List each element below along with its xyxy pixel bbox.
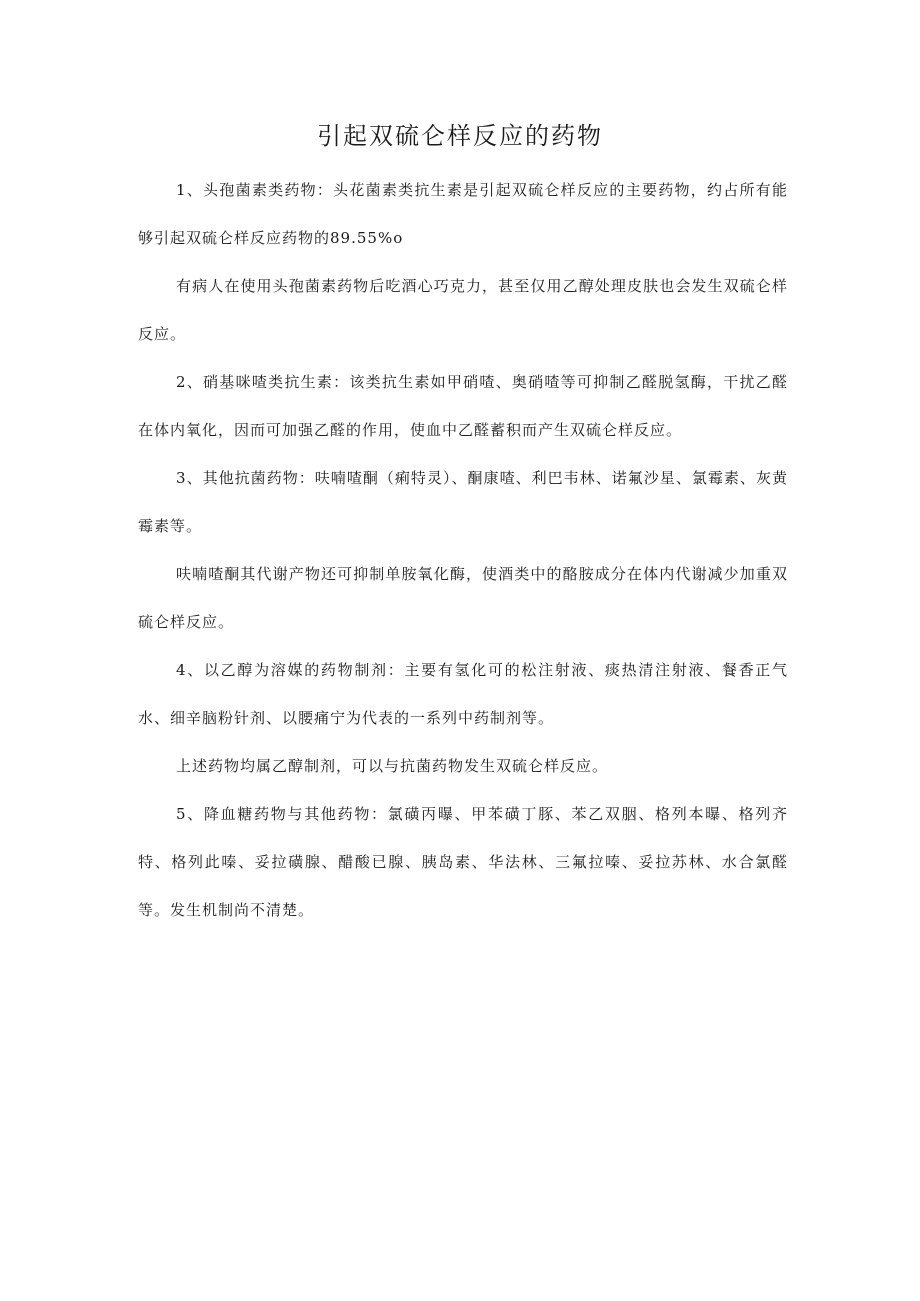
paragraph-ethanol-solvent: 4、以乙醇为溶媒的药物制剂：主要有氢化可的松注射液、痰热清注射液、餐香正气水、细辛脑粉针剂、以腰痛宁为代表的一系列中药制剂等。 [138, 661, 788, 727]
paragraph-cephalosporins: 1、头孢菌素类药物：头花菌素类抗生素是引起双硫仑样反应的主要药物，约占所有能够引起双硫仑样反应药物的89.55%o [138, 181, 788, 247]
paragraph-furazolidone: 呋喃喳酮其代谢产物还可抑制单胺氧化酶，使酒类中的酪胺成分在体内代谢减少加重双硫仑样反应。 [138, 565, 788, 631]
paragraph-ethanol-note: 上述药物均属乙醇制剂，可以与抗菌药物发生双硫仑样反应。 [176, 757, 609, 775]
paragraph-other-antibacterials: 3、其他抗菌药物：呋喃喳酮（痢特灵）、酮康喳、利巴韦林、诺氟沙星、氯霉素、灰黄霉素等。 [138, 469, 788, 535]
document-title: 引起双硫仑样反应的药物 [317, 122, 603, 150]
paragraph-cephalosporin-example: 有病人在使用头孢菌素药物后吃酒心巧克力，甚至仅用乙醇处理皮肤也会发生双硫仑样反应。 [138, 277, 788, 343]
document-body [138, 166, 788, 934]
paragraph-hypoglycemics: 5、降血糖药物与其他药物：氯磺丙曝、甲苯磺丁豚、苯乙双胭、格列本曝、格列齐特、格列此嗪、妥拉磺腺、醋酸已腺、胰岛素、华法林、三氟拉嗪、妥拉苏林、水合氯醛等。发生机制尚不清楚。 [138, 805, 788, 919]
paragraph-nitroimidazoles: 2、硝基咪喳类抗生素：该类抗生素如甲硝喳、奥硝喳等可抑制乙醛脱氢酶，干扰乙醛在体内氧化，因而可加强乙醛的作用，使血中乙醛蓄积而产生双硫仑样反应。 [138, 373, 788, 439]
